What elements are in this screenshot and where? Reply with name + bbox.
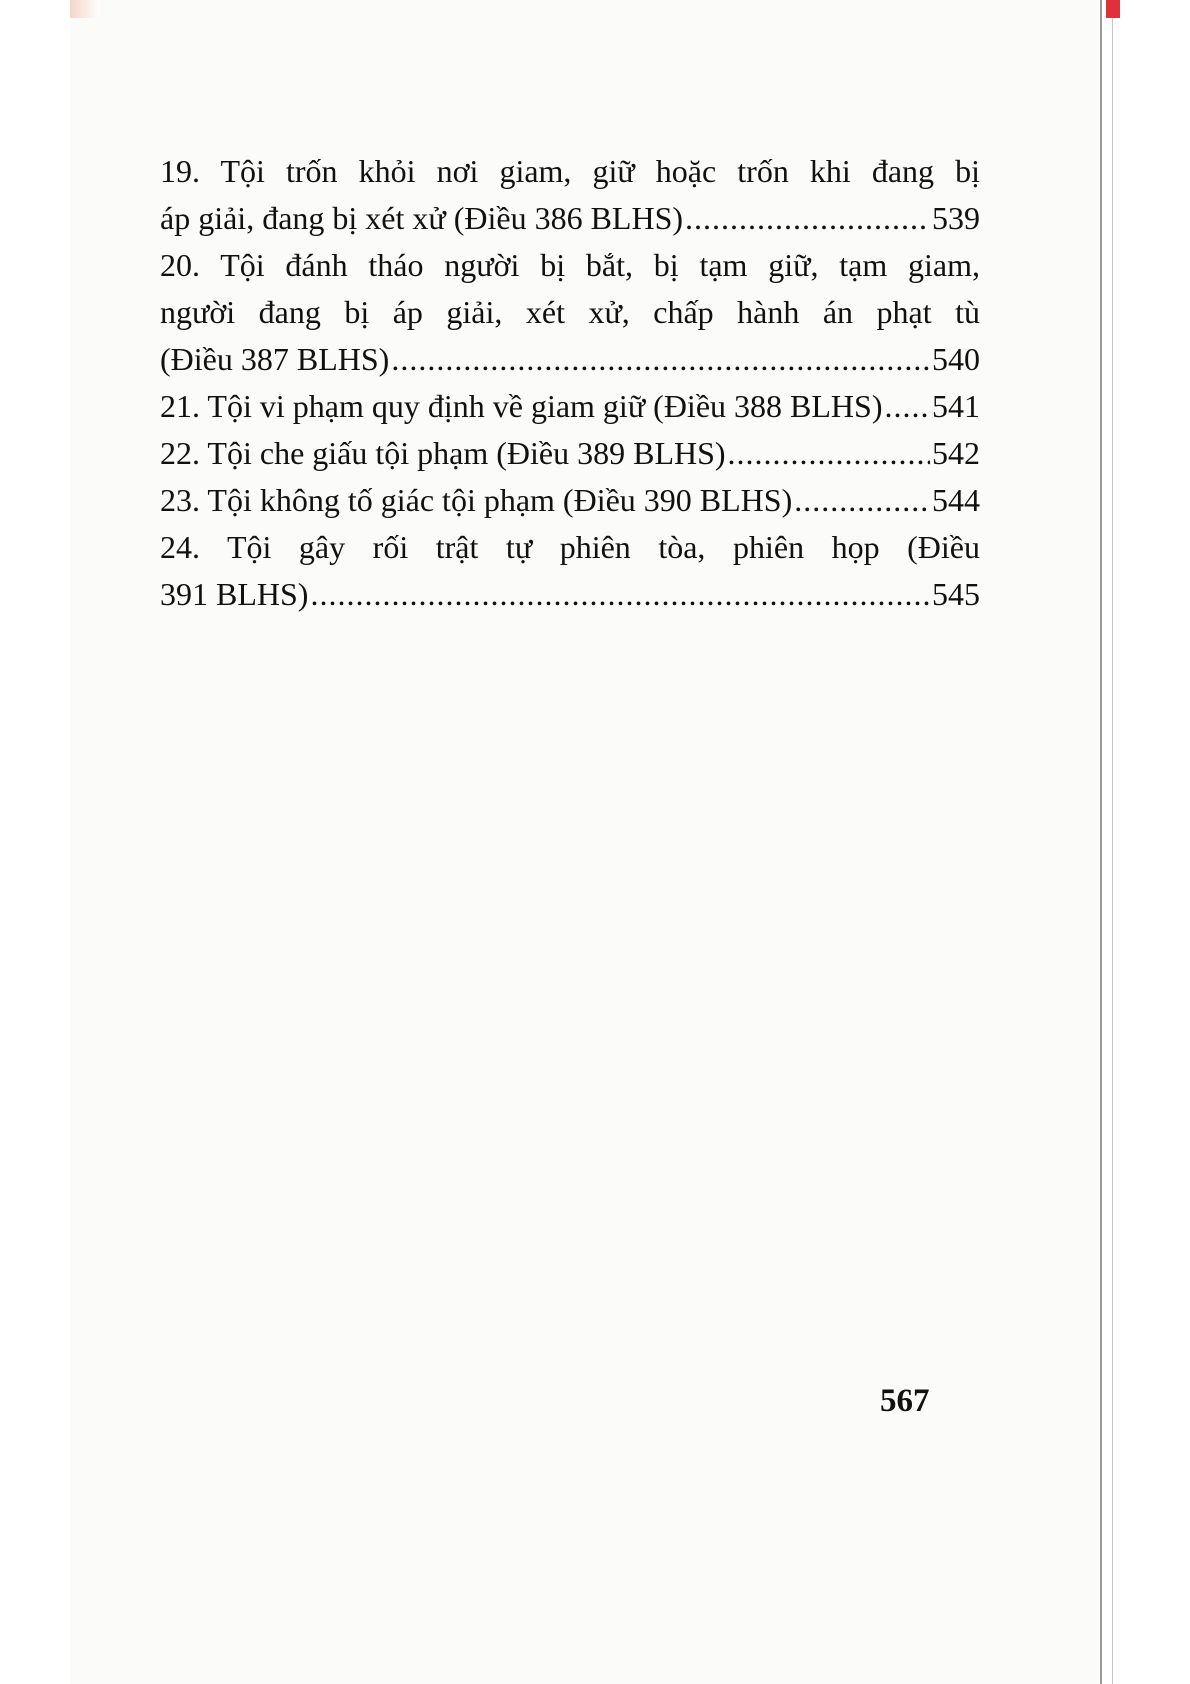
toc-page-number: 540 — [932, 341, 980, 377]
toc-entry-23 — [160, 477, 980, 524]
dot-leader — [884, 383, 930, 430]
dot-leader — [794, 477, 930, 524]
toc-page-number: 545 — [932, 576, 980, 612]
toc-entry-leader-line — [160, 383, 980, 430]
dot-leader — [310, 571, 930, 618]
page-edge-line-secondary — [1112, 0, 1113, 1684]
toc-entry-text: 23. Tội không tố giác tội phạm (Điều 390 BLHS) — [160, 482, 793, 518]
toc-page-number: 541 — [932, 388, 980, 424]
toc-entry-leader-line — [160, 336, 980, 383]
toc-entry-text: 21. Tội vi phạm quy định về giam giữ (Điều 388 BLHS) — [160, 388, 883, 424]
toc-entry-text: 20. Tội đánh tháo người bị bắt, bị tạm giữ, tạm giam, — [160, 247, 980, 283]
dot-leader — [685, 195, 930, 242]
toc-entry-leader-line — [160, 195, 980, 242]
toc-entry-leader-line — [160, 571, 980, 618]
toc-entry-text: người đang bị áp giải, xét xử, chấp hành án phạt tù — [160, 294, 980, 330]
scan-corner-mark — [70, 0, 100, 18]
toc-entry-text: áp giải, đang bị xét xử (Điều 386 BLHS) — [160, 200, 684, 236]
page-number: 567 — [880, 1383, 930, 1419]
table-of-contents — [160, 148, 980, 618]
toc-page-number: 542 — [932, 435, 980, 471]
toc-entry-leader-line — [160, 430, 980, 477]
dot-leader — [391, 336, 930, 383]
page-edge-line — [1100, 0, 1102, 1684]
red-binding-mark — [1106, 0, 1120, 18]
toc-entry-text: 19. Tội trốn khỏi nơi giam, giữ hoặc trốn khi đang bị — [160, 153, 980, 189]
toc-entry-19 — [160, 148, 980, 242]
toc-entry-text: 24. Tội gây rối trật tự phiên tòa, phiên họp (Điều — [160, 529, 980, 565]
toc-entry-text: (Điều 387 BLHS) — [160, 341, 390, 377]
toc-entry-20 — [160, 242, 980, 383]
toc-entry-leader-line — [160, 477, 980, 524]
dot-leader — [728, 430, 930, 477]
toc-entry-22 — [160, 430, 980, 477]
toc-entry-text: 22. Tội che giấu tội phạm (Điều 389 BLHS) — [160, 435, 726, 471]
toc-entry-21 — [160, 383, 980, 430]
toc-entry-text: 391 BLHS) — [160, 576, 309, 612]
toc-entry-24 — [160, 524, 980, 618]
toc-page-number: 539 — [932, 200, 980, 236]
toc-page-number: 544 — [932, 482, 980, 518]
